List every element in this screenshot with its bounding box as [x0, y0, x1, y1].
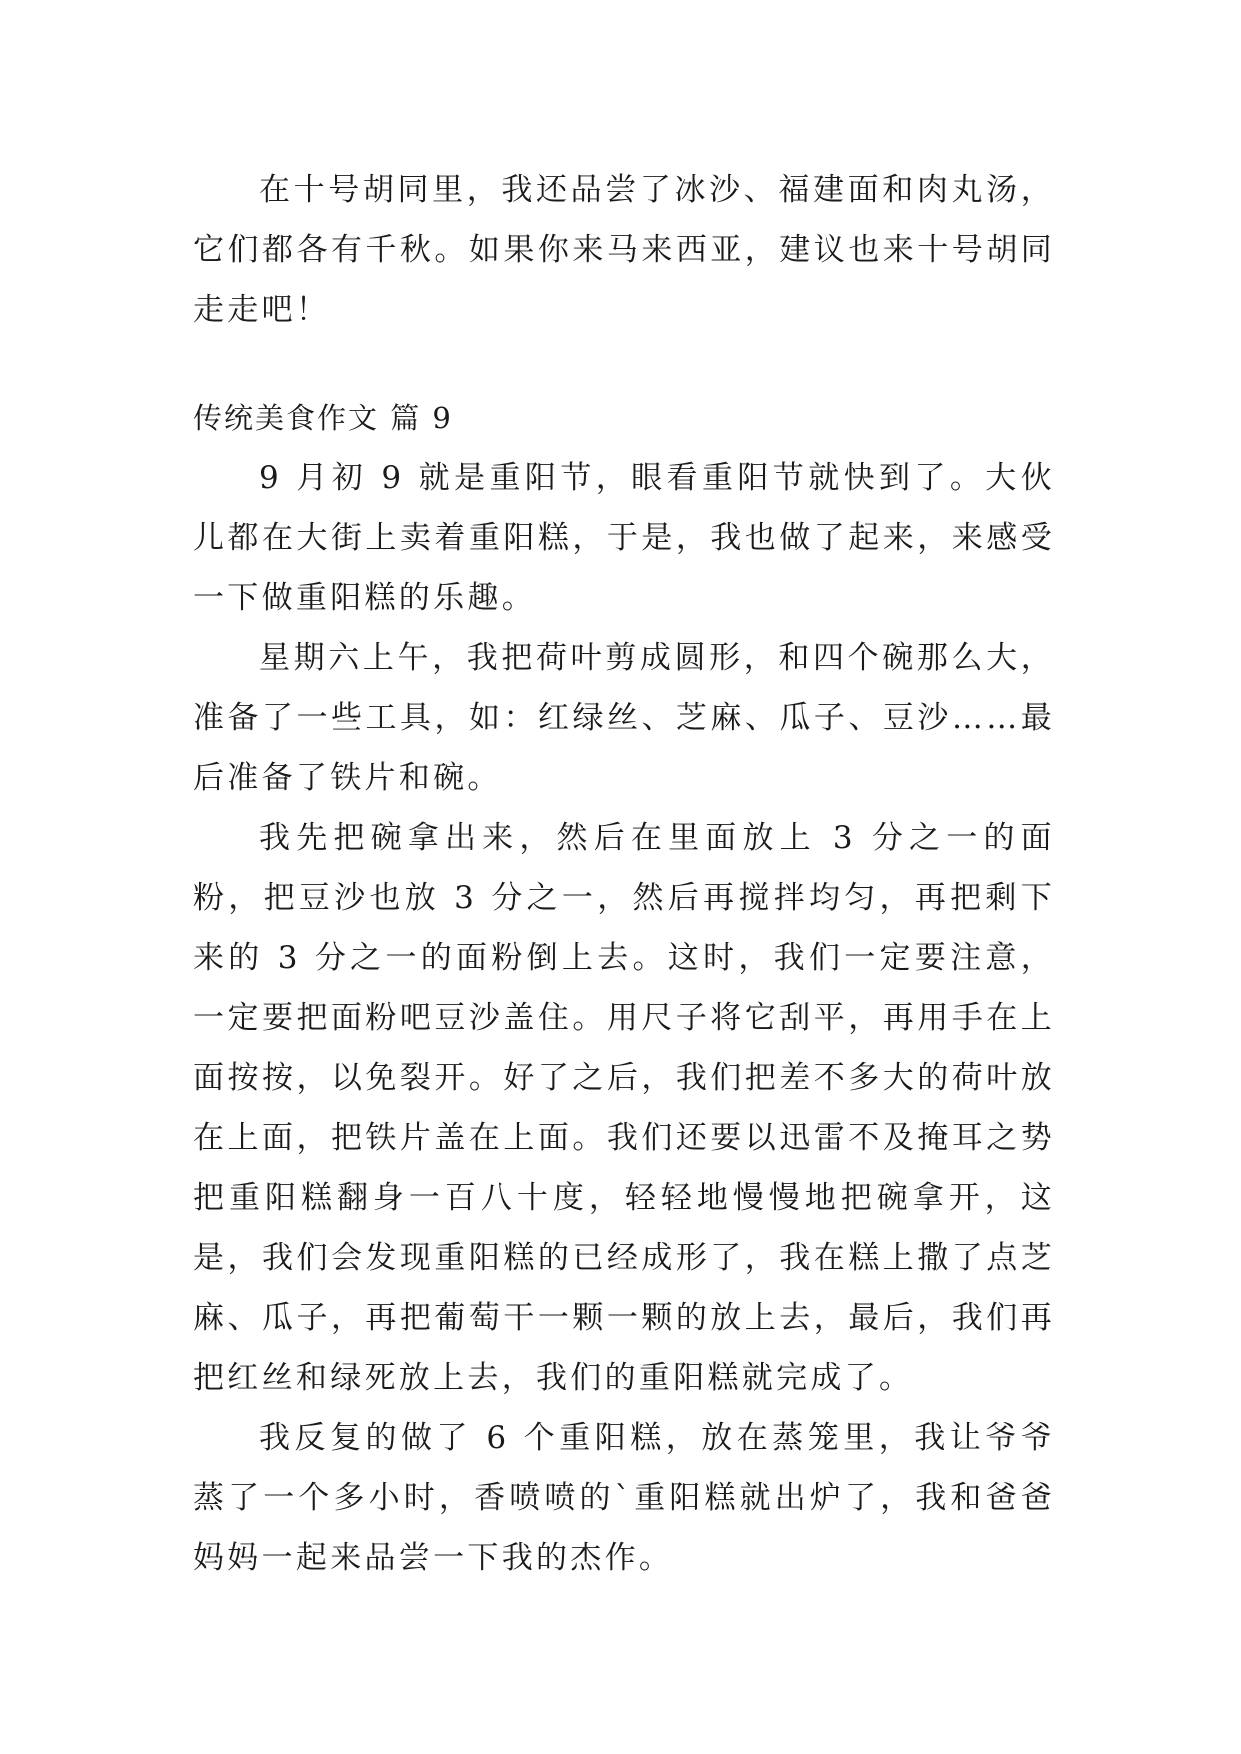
- intro-paragraph: 在十号胡同里，我还品尝了冰沙、福建面和肉丸汤，它们都各有千秋。如果你来马来西亚，建议也来十号胡同走走吧！: [193, 172, 1055, 328]
- paragraph-2: 星期六上午，我把荷叶剪成圆形，和四个碗那么大，准备了一些工具，如：红绿丝、芝麻、瓜子、豆沙……最后准备了铁片和碗。: [193, 640, 1055, 796]
- paragraph-3: 我先把碗拿出来，然后在里面放上 3 分之一的面粉，把豆沙也放 3 分之一，然后再搅拌均匀，再把剩下来的 3 分之一的面粉倒上去。这时，我们一定要注意，一定要把面粉吧豆沙盖住。用尺子将它刮平，再用手在上面按按，以免裂开。好了之后，我们把差不多大的荷叶放在上面，把铁片盖在上面。我们还要以迅雷不及掩耳之势把重阳糕翻身一百八十度，轻轻地慢慢地把碗拿开，这是，我们会发现重阳糕的已经成形了，我在糕上撒了点芝麻、瓜子，再把葡萄干一颗一颗的放上去，最后，我们再把红丝和绿死放上去，我们的重阳糕就完成了。: [193, 820, 1055, 1396]
- section-title: 传统美食作文 篇 9: [193, 401, 453, 435]
- document-page: [193, 160, 1055, 1588]
- paragraph-1: 9 月初 9 就是重阳节，眼看重阳节就快到了。大伙儿都在大街上卖着重阳糕，于是，我也做了起来，来感受一下做重阳糕的乐趣。: [193, 460, 1055, 616]
- paragraph-4: 我反复的做了 6 个重阳糕，放在蒸笼里，我让爷爷蒸了一个多小时，香喷喷的`重阳糕就出炉了，我和爸爸妈妈一起来品尝一下我的杰作。: [193, 1420, 1055, 1576]
